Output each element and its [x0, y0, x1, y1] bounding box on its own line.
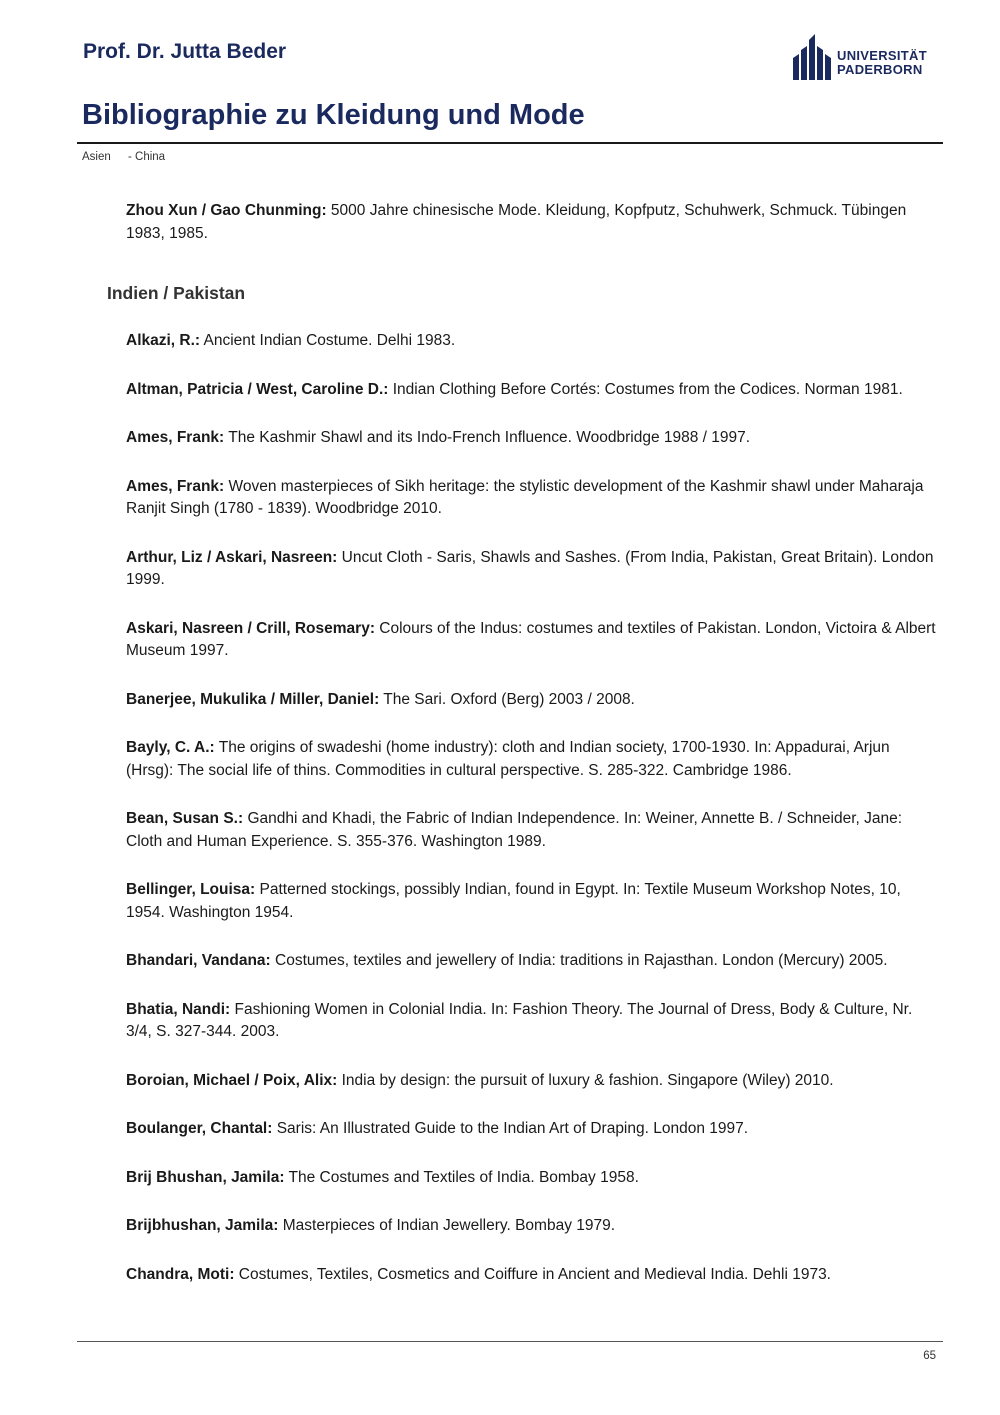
entry-text: Ancient Indian Costume. Delhi 1983.: [200, 332, 456, 349]
entry-author: Bellinger, Louisa:: [126, 881, 256, 898]
entry-text: Indian Clothing Before Cortés: Costumes from the Codices. Norman 1981.: [388, 380, 903, 398]
university-paderborn-logo-icon: [793, 32, 831, 80]
entry-author: Alkazi, R.:: [126, 332, 201, 349]
entry-text: The Costumes and Textiles of India. Bombay 1958.: [284, 1168, 639, 1186]
bibliography-entry: [126, 200, 937, 245]
breadcrumb-item-country: - China: [127, 151, 166, 163]
entry-text: The Kashmir Shawl and its Indo-French Influence. Woodbridge 1988 / 1997.: [224, 429, 751, 446]
entry-text: Patterned stockings, possibly Indian, found in Egypt. In: Textile Museum Workshop Notes, 10, 1954. Washington 1954.: [126, 881, 901, 921]
bibliography-entry: [126, 1070, 937, 1093]
entry-text: The Sari. Oxford (Berg) 2003 / 2008.: [379, 690, 635, 708]
university-logo: [793, 32, 933, 82]
entry-author: Boulanger, Chantal:: [126, 1120, 273, 1137]
entry-text: Costumes, textiles and jewellery of India: traditions in Rajasthan. London (Mercury) 2005.: [270, 952, 888, 969]
entry-author: Brijbhushan, Jamila:: [126, 1217, 279, 1234]
entry-author: Boroian, Michael / Poix, Alix:: [126, 1071, 338, 1089]
entry-text: Fashioning Women in Colonial India. In: Fashion Theory. The Journal of Dress, Body & Culture, Nr. 3/4, S. 327-344. 2003.: [126, 1000, 913, 1040]
entry-author: Chandra, Moti:: [126, 1265, 235, 1283]
entry-text: India by design: the pursuit of luxury & fashion. Singapore (Wiley) 2010.: [337, 1071, 834, 1089]
bibliography-entry: [126, 427, 937, 450]
entry-author: Brij Bhushan, Jamila:: [126, 1168, 285, 1186]
entry-author: Zhou Xun / Gao Chunming:: [126, 202, 327, 219]
bibliography-entry: [126, 330, 937, 353]
entry-author: Bean, Susan S.:: [126, 810, 244, 827]
author-name: Prof. Dr. Jutta Beder: [83, 40, 287, 63]
logo-text: [837, 49, 927, 77]
entry-text: Masterpieces of Indian Jewellery. Bombay 1979.: [278, 1217, 616, 1234]
bibliography-entry: [126, 1264, 937, 1287]
footer-divider: [77, 1341, 943, 1342]
entry-author: Altman, Patricia / West, Caroline D.:: [126, 380, 389, 398]
entry-author: Banerjee, Mukulika / Miller, Daniel:: [126, 690, 380, 708]
document-title: Bibliographie zu Kleidung und Mode: [82, 99, 585, 131]
page-number: 65: [923, 1350, 936, 1362]
entry-text: Colours of the Indus: costumes and textiles of Pakistan. London, Victoira & Albert Museum 1997.: [126, 619, 936, 659]
bibliography-entry: [126, 950, 937, 973]
bibliography-entry: [126, 379, 937, 402]
entry-text: Costumes, Textiles, Cosmetics and Coiffure in Ancient and Medieval India. Dehli 1973.: [234, 1265, 831, 1283]
entry-author: Bayly, C. A.:: [126, 739, 215, 756]
entry-text: Woven masterpieces of Sikh heritage: the stylistic development of the Kashmir shawl under Maharaja Ranjit Singh (1780 - 1839). Woodbridge 2010.: [126, 477, 924, 517]
entry-text: Saris: An Illustrated Guide to the Indian Art of Draping. London 1997.: [272, 1120, 749, 1137]
bibliography-entry: [126, 879, 937, 924]
entry-author: Ames, Frank:: [126, 429, 225, 446]
breadcrumb-item-region: Asien: [82, 151, 111, 163]
title-divider: [77, 142, 943, 144]
bibliography-entry: [126, 476, 937, 521]
logo-line-1: UNIVERSITÄT: [837, 48, 927, 63]
entry-text: Uncut Cloth - Saris, Shawls and Sashes. (From India, Pakistan, Great Britain). London 1999.: [126, 548, 934, 588]
bibliography-entry: [126, 618, 937, 663]
bibliography-entry: [126, 737, 937, 782]
entry-text: The origins of swadeshi (home industry): cloth and Indian society, 1700-1930. In: Appadurai, Arjun (Hrsg): The social life of thins. Commodities in cultural perspective. S. 285-322. Cambridge 1986.: [126, 739, 890, 779]
entry-author: Bhatia, Nandi:: [126, 1000, 231, 1018]
entry-text: 5000 Jahre chinesische Mode. Kleidung, Kopfputz, Schuhwerk, Schmuck. Tübingen 1983, 1985.: [126, 202, 907, 242]
entry-author: Arthur, Liz / Askari, Nasreen:: [126, 548, 338, 566]
entry-author: Bhandari, Vandana:: [126, 952, 271, 969]
bibliography-entry: [126, 547, 937, 592]
bibliography-entry: [126, 1167, 937, 1190]
bibliography-entry: [126, 808, 937, 853]
bibliography-entry: [126, 1118, 937, 1141]
bibliography-entry: [126, 689, 937, 712]
breadcrumb: [82, 151, 179, 163]
entry-author: Askari, Nasreen / Crill, Rosemary:: [126, 619, 375, 637]
bibliography-entry: [126, 1215, 937, 1238]
bibliography-content: [107, 200, 937, 1312]
entry-text: Gandhi and Khadi, the Fabric of Indian Independence. In: Weiner, Annette B. / Schneider, Jane: Cloth and Human Experience. S. 355-376. Washington 1989.: [126, 810, 903, 850]
section-heading: Indien / Pakistan: [107, 283, 246, 303]
entry-author: Ames, Frank:: [126, 477, 225, 495]
logo-line-2: PADERBORN: [837, 62, 923, 77]
bibliography-entry: [126, 999, 937, 1044]
